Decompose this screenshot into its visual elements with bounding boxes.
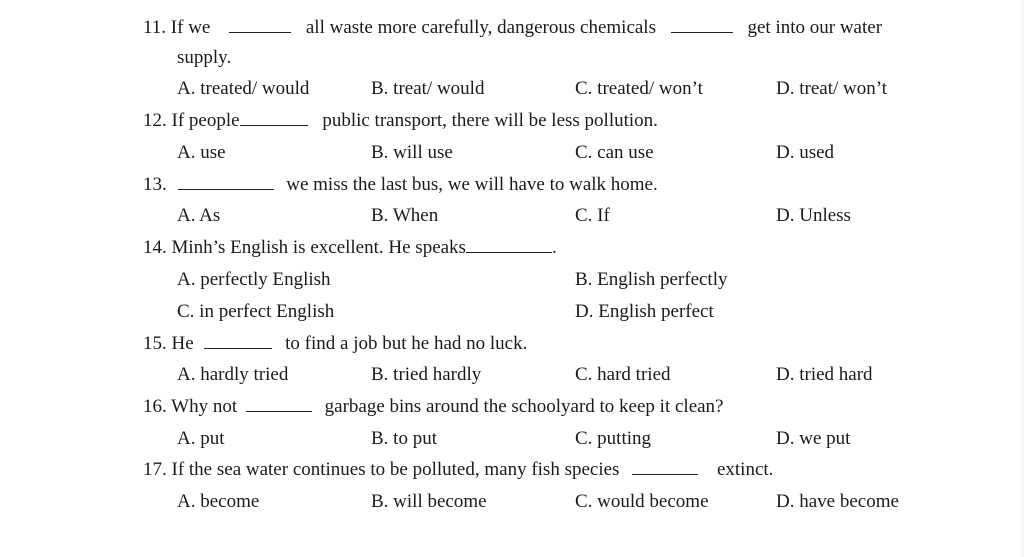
option-b[interactable]: B. When [371, 205, 439, 226]
question-11 [143, 16, 882, 40]
option-b[interactable]: B. will use [371, 142, 453, 163]
question-text: get into our water [747, 17, 883, 38]
option-a[interactable]: A. perfectly English [177, 269, 331, 290]
option-b[interactable]: B. treat/ would [371, 78, 485, 99]
option-c[interactable]: C. treated/ won’t [575, 78, 703, 99]
question-text: Minh’s English is excellent. He speaks [171, 237, 466, 258]
question-number: 13. [143, 174, 167, 195]
option-a[interactable]: A. hardly tried [177, 364, 289, 385]
option-c[interactable]: C. If [575, 205, 610, 226]
question-13 [143, 173, 658, 197]
answer-blank[interactable] [671, 17, 733, 33]
answer-blank[interactable] [178, 174, 274, 190]
option-d[interactable]: D. have become [776, 491, 899, 512]
option-d[interactable]: D. used [776, 142, 835, 163]
question-number: 14. [143, 237, 167, 258]
answer-blank[interactable] [466, 237, 552, 253]
question-number: 15. [143, 333, 167, 354]
option-a[interactable]: A. become [177, 491, 260, 512]
option-a[interactable]: A. use [177, 142, 226, 163]
cropped-previous-line [0, 0, 1024, 8]
option-c[interactable]: C. would become [575, 491, 709, 512]
answer-blank[interactable] [204, 333, 272, 349]
answer-blank[interactable] [240, 110, 308, 126]
option-d[interactable]: D. Unless [776, 205, 851, 226]
option-a[interactable]: A. put [177, 428, 225, 449]
option-b[interactable]: B. will become [371, 491, 487, 512]
question-12 [143, 109, 658, 133]
question-text: If people [171, 110, 240, 131]
question-text: all waste more carefully, dangerous chemicals [305, 17, 656, 38]
option-a[interactable]: A. treated/ would [177, 78, 310, 99]
answer-blank[interactable] [229, 17, 291, 33]
question-text: public transport, there will be less pollution. [322, 110, 658, 131]
option-c[interactable]: C. can use [575, 142, 654, 163]
option-c[interactable]: C. in perfect English [177, 301, 335, 322]
question-text: He [171, 333, 194, 354]
question-text: Why not [171, 396, 238, 417]
question-17 [143, 458, 773, 482]
option-a[interactable]: A. As [177, 205, 221, 226]
option-b[interactable]: B. English perfectly [575, 269, 728, 290]
question-14 [143, 236, 557, 260]
question-text: garbage bins around the schoolyard to keep it clean? [324, 396, 724, 417]
option-b[interactable]: B. tried hardly [371, 364, 482, 385]
question-number: 16. [143, 396, 167, 417]
question-text: to find a job but he had no luck. [285, 333, 528, 354]
question-text: If we [170, 17, 211, 38]
question-text: extinct. [716, 459, 774, 480]
question-16 [143, 395, 724, 419]
page-edge-shadow [1018, 0, 1024, 557]
question-number: 11. [143, 17, 167, 38]
option-d[interactable]: D. we put [776, 428, 851, 449]
question-number: 17. [143, 459, 167, 480]
option-c[interactable]: C. putting [575, 428, 652, 449]
question-text: we miss the last bus, we will have to walk home. [286, 174, 658, 195]
answer-blank[interactable] [632, 459, 698, 475]
option-b[interactable]: B. to put [371, 428, 437, 449]
option-d[interactable]: D. treat/ won’t [776, 78, 887, 99]
option-d[interactable]: D. English perfect [575, 301, 714, 322]
answer-blank[interactable] [246, 396, 312, 412]
question-15 [143, 332, 527, 356]
question-11-continuation: supply. [177, 47, 232, 68]
option-c[interactable]: C. hard tried [575, 364, 671, 385]
question-number: 12. [143, 110, 167, 131]
question-text: If the sea water continues to be polluted, many fish species [171, 459, 620, 480]
option-d[interactable]: D. tried hard [776, 364, 873, 385]
question-text: . [551, 237, 557, 258]
